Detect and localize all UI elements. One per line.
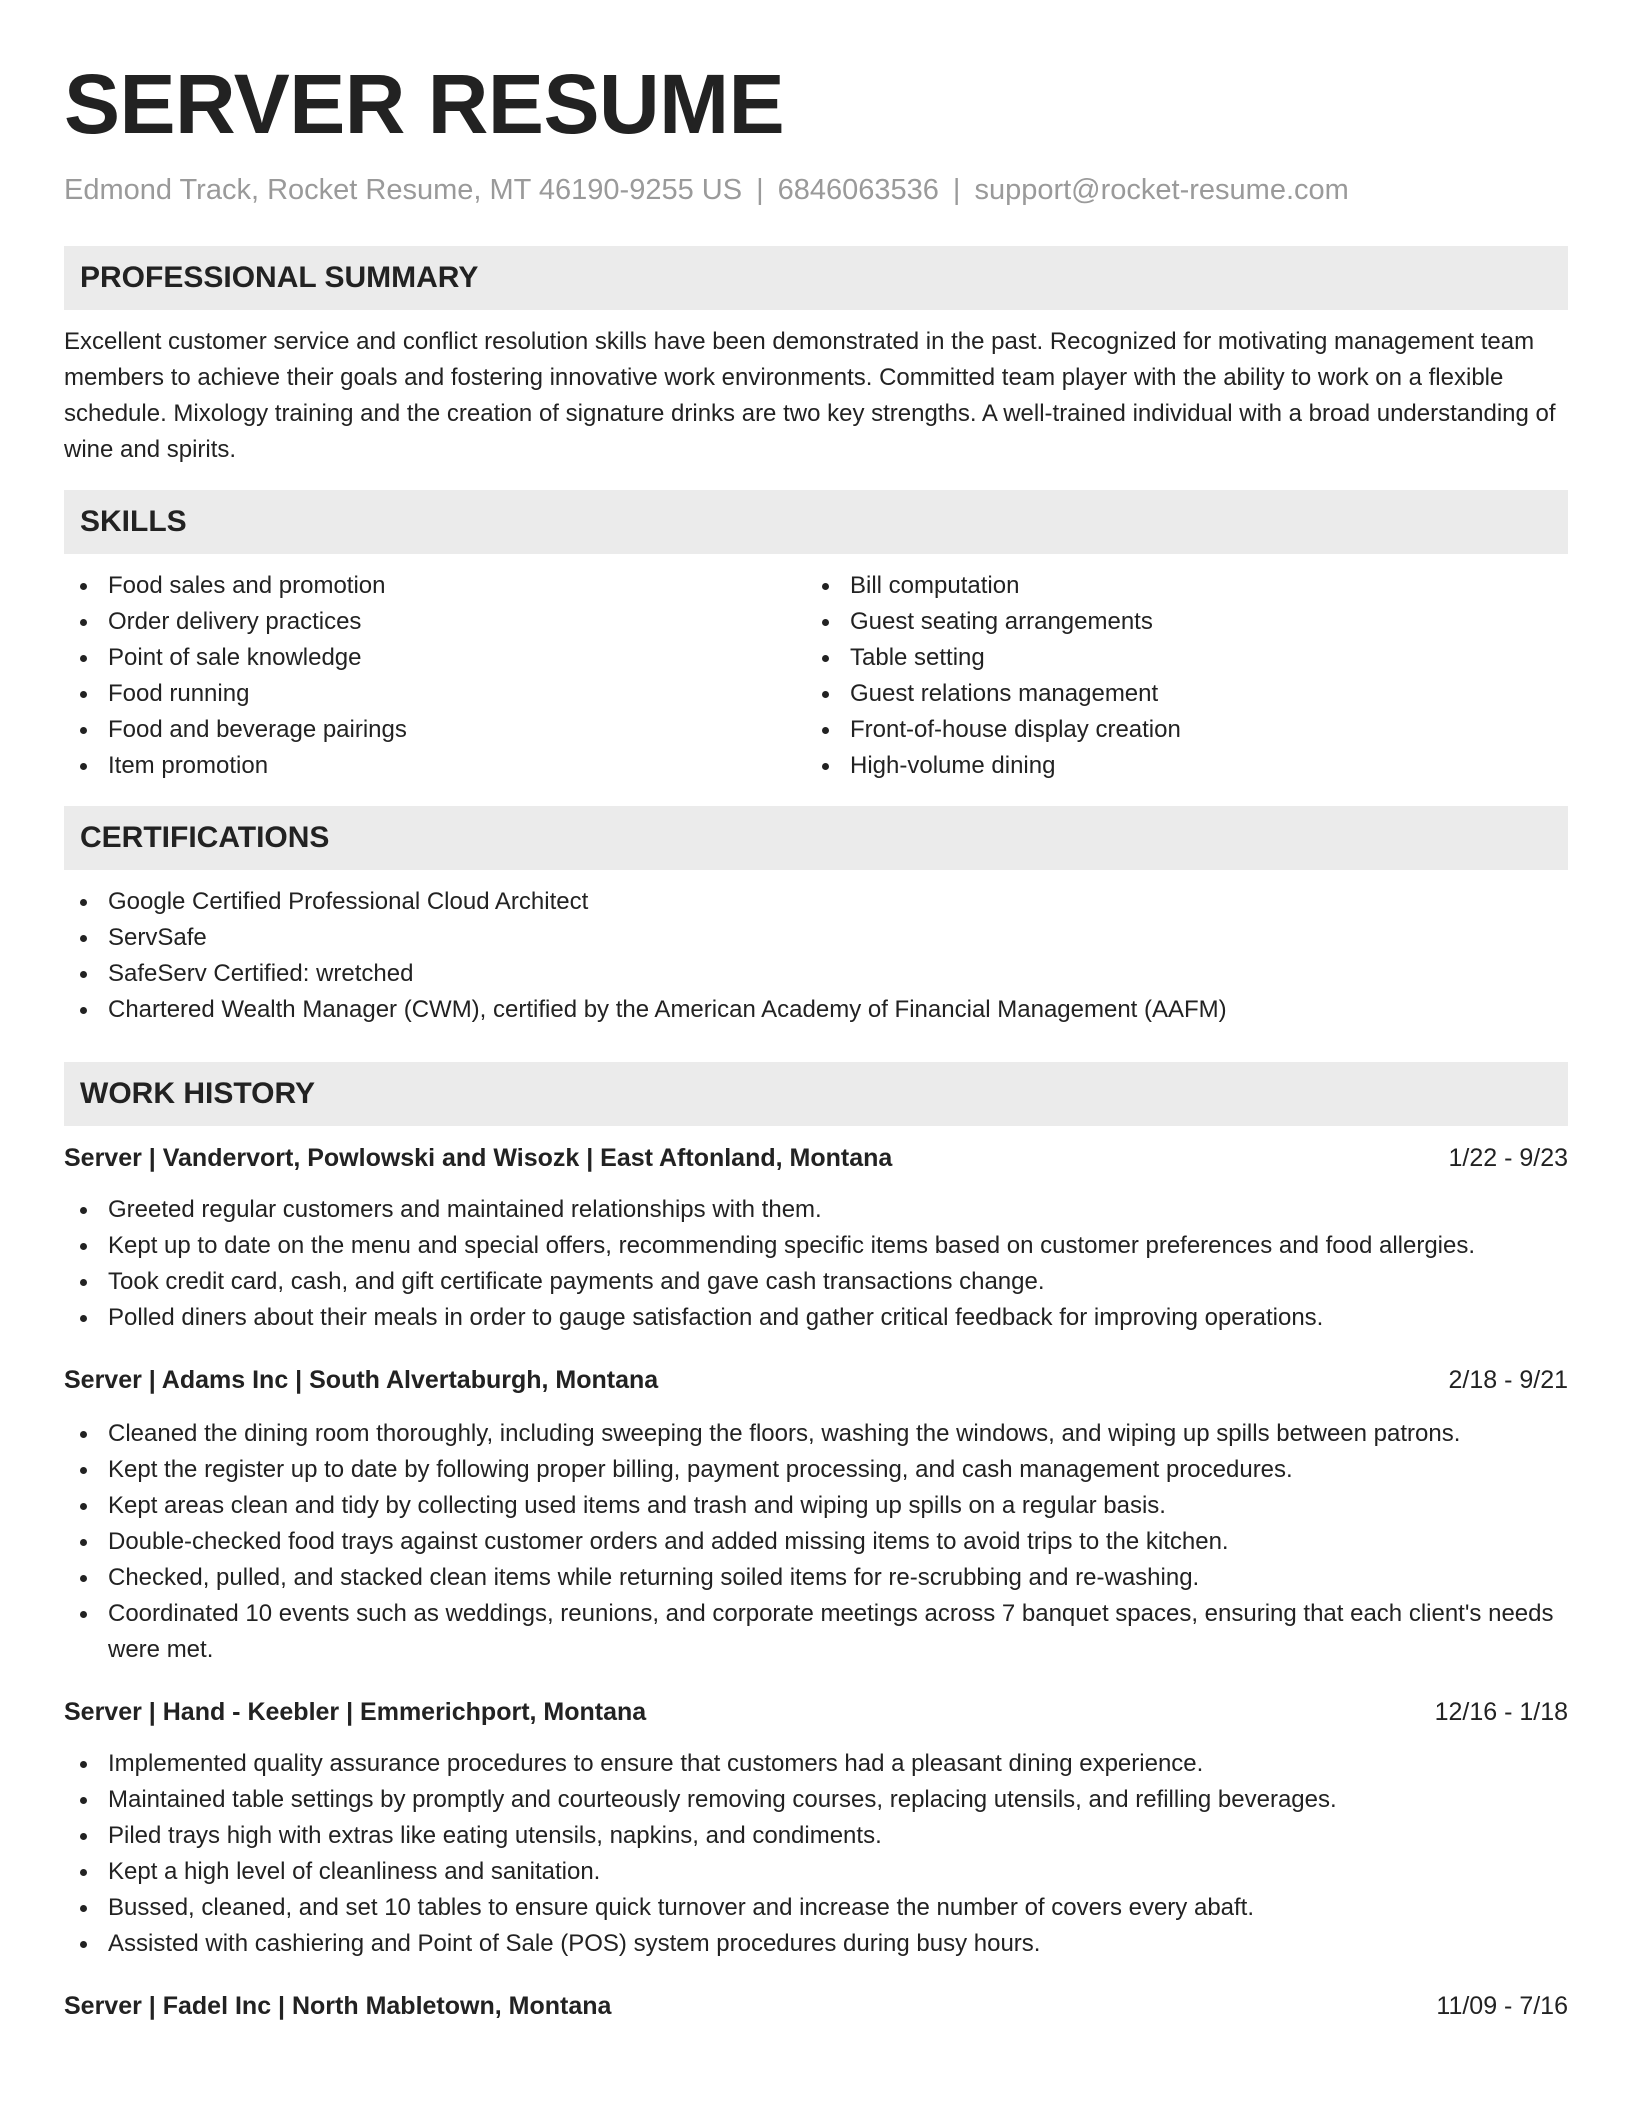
job-duty-item: Polled diners about their meals in order to gauge satisfaction and gather critical feedback for improving operations. xyxy=(64,1300,1568,1336)
job-duty-item: Kept the register up to date by following proper billing, payment processing, and cash management procedures. xyxy=(64,1452,1568,1488)
skill-item: Point of sale knowledge xyxy=(64,640,806,676)
skill-item: Item promotion xyxy=(64,748,806,784)
skill-item: Food sales and promotion xyxy=(64,568,806,604)
job-duties-list xyxy=(64,1746,1568,1962)
certification-item: Google Certified Professional Cloud Architect xyxy=(64,884,1568,920)
job-duty-item: Took credit card, cash, and gift certificate payments and gave cash transactions change. xyxy=(64,1264,1568,1300)
contact-separator: | xyxy=(952,174,961,206)
job-duties-list xyxy=(64,1416,1568,1668)
job-duty-item: Implemented quality assurance procedures to ensure that customers had a pleasant dining experience. xyxy=(64,1746,1568,1782)
section-header-skills: SKILLS xyxy=(64,490,1568,554)
skill-item: Order delivery practices xyxy=(64,604,806,640)
contact-email: support@rocket-resume.com xyxy=(974,174,1349,206)
job-title: Server | Vandervort, Powlowski and Wisozk | East Aftonland, Montana xyxy=(64,1144,893,1172)
job-duty-item: Piled trays high with extras like eating utensils, napkins, and condiments. xyxy=(64,1818,1568,1854)
certifications-list xyxy=(64,884,1568,1028)
skill-item: Guest seating arrangements xyxy=(806,604,1548,640)
section-header-certifications: CERTIFICATIONS xyxy=(64,806,1568,870)
job-duty-item: Coordinated 10 events such as weddings, reunions, and corporate meetings across 7 banquet spaces, ensuring that each client's needs were met. xyxy=(64,1596,1568,1668)
skill-item: Guest relations management xyxy=(806,676,1548,712)
section-header-work-history: WORK HISTORY xyxy=(64,1062,1568,1126)
job-title: Server | Fadel Inc | North Mabletown, Montana xyxy=(64,1992,612,2020)
skill-item: Food running xyxy=(64,676,806,712)
job-duty-item: Kept up to date on the menu and special offers, recommending specific items based on customer preferences and food allergies. xyxy=(64,1228,1568,1264)
job-duty-item: Checked, pulled, and stacked clean items while returning soiled items for re-scrubbing and re-washing. xyxy=(64,1560,1568,1596)
certification-item: Chartered Wealth Manager (CWM), certified by the American Academy of Financial Management (AAFM) xyxy=(64,992,1568,1028)
job-dates: 12/16 - 1/18 xyxy=(1434,1698,1568,1726)
resume-title: SERVER RESUME xyxy=(64,57,785,151)
job-dates: 2/18 - 9/21 xyxy=(1448,1366,1568,1394)
job-duty-item: Greeted regular customers and maintained relationships with them. xyxy=(64,1192,1568,1228)
certification-item: SafeServ Certified: wretched xyxy=(64,956,1568,992)
contact-phone: 6846063536 xyxy=(777,174,939,206)
job-dates: 1/22 - 9/23 xyxy=(1448,1144,1568,1172)
skill-item: Bill computation xyxy=(806,568,1548,604)
job-duty-item: Assisted with cashiering and Point of Sale (POS) system procedures during busy hours. xyxy=(64,1926,1568,1962)
job-header xyxy=(64,1694,1568,1730)
skill-item: Front-of-house display creation xyxy=(806,712,1548,748)
job-header xyxy=(64,1362,1568,1398)
skill-item: Food and beverage pairings xyxy=(64,712,806,748)
job-title: Server | Adams Inc | South Alvertaburgh, Montana xyxy=(64,1366,659,1394)
job-duty-item: Kept a high level of cleanliness and sanitation. xyxy=(64,1854,1568,1890)
skills-column-right xyxy=(806,568,1548,784)
job-duty-item: Double-checked food trays against customer orders and added missing items to avoid trips to the kitchen. xyxy=(64,1524,1568,1560)
job-duty-item: Cleaned the dining room thoroughly, including sweeping the floors, washing the windows, and wiping up spills between patrons. xyxy=(64,1416,1568,1452)
summary-text: Excellent customer service and conflict resolution skills have been demonstrated in the past. Recognized for motivating management team members to achieve their goals and fostering innovative work environments. Committed team player with the ability to work on a flexible schedule. Mixology training and the creation of signature drinks are two key strengths. A well-trained individual with a broad understanding of wine and spirits. xyxy=(64,328,1556,463)
certification-item: ServSafe xyxy=(64,920,1568,956)
skill-item: High-volume dining xyxy=(806,748,1548,784)
job-duty-item: Maintained table settings by promptly and courteously removing courses, replacing utensils, and refilling beverages. xyxy=(64,1782,1568,1818)
job-duty-item: Bussed, cleaned, and set 10 tables to ensure quick turnover and increase the number of covers every abaft. xyxy=(64,1890,1568,1926)
job-header xyxy=(64,1988,1568,2024)
skills-column-left xyxy=(64,568,806,784)
job-duty-item: Kept areas clean and tidy by collecting used items and trash and wiping up spills on a regular basis. xyxy=(64,1488,1568,1524)
job-title: Server | Hand - Keebler | Emmerichport, Montana xyxy=(64,1698,647,1726)
job-duties-list xyxy=(64,1192,1568,1336)
section-header-professional-summary: PROFESSIONAL SUMMARY xyxy=(64,246,1568,310)
skill-item: Table setting xyxy=(806,640,1548,676)
job-header xyxy=(64,1140,1568,1176)
contact-address: Edmond Track, Rocket Resume, MT 46190-9255 US xyxy=(64,174,743,206)
skills-list xyxy=(64,568,1568,784)
contact-line xyxy=(64,172,1568,208)
contact-separator: | xyxy=(756,174,764,206)
job-dates: 11/09 - 7/16 xyxy=(1436,1992,1568,2020)
